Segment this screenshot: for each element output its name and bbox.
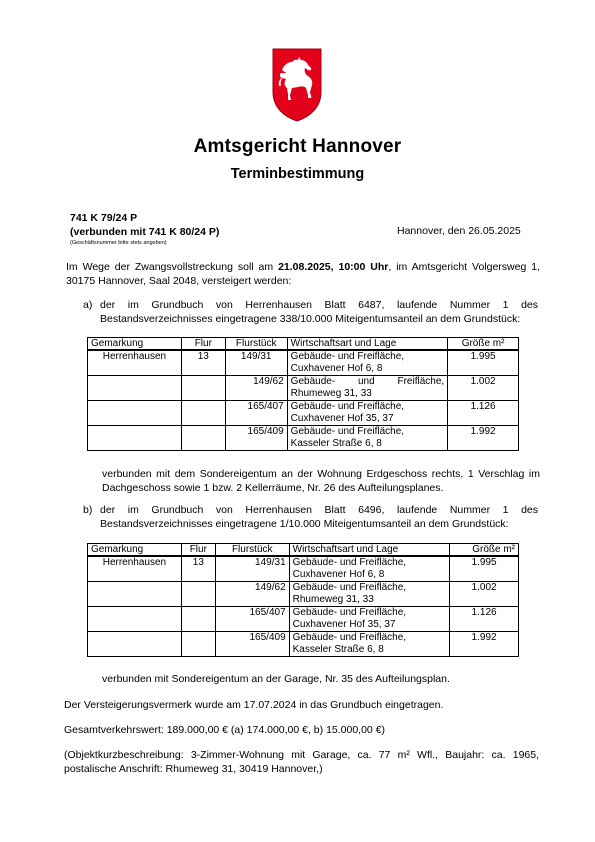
cell-art-type: Gebäude- und Freifläche, bbox=[292, 632, 407, 643]
table-row bbox=[88, 350, 519, 376]
cell-flur bbox=[181, 426, 225, 451]
cell-wirtschaftsart bbox=[289, 607, 450, 632]
cell-groesse: 1.995 bbox=[448, 350, 519, 376]
item-a-label: a) bbox=[83, 299, 93, 311]
item-b-special-ownership: verbunden mit Sondereigentum an der Garage, Nr. 35 des Aufteilungsplan. bbox=[102, 673, 450, 685]
item-a-line2: Bestandsverzeichnisses eingetragene 338/10.000 Miteigentumsanteil an dem Grundstück: bbox=[100, 313, 521, 325]
column-header-flurstueck: Flurstück bbox=[225, 338, 287, 351]
cell-flurstueck: 165/407 bbox=[215, 607, 289, 632]
object-description-line1: (Objektkurzbeschreibung: 3-Zimmer-Wohnung mit Garage, ca. 77 m² Wfl., Baujahr: ca. 1965, bbox=[64, 749, 539, 761]
table-row bbox=[88, 376, 519, 401]
cell-groesse: 1.995 bbox=[450, 556, 519, 582]
cell-art-location: Kasseler Straße 6, 8 bbox=[290, 438, 382, 449]
cell-flur: 13 bbox=[181, 350, 225, 376]
cell-flurstueck: 149/31 bbox=[215, 556, 289, 582]
cell-gemarkung bbox=[88, 426, 182, 451]
place-and-date: Hannover, den 26.05.2025 bbox=[397, 225, 521, 237]
table-row bbox=[88, 632, 519, 657]
cell-wirtschaftsart bbox=[289, 556, 450, 582]
auction-datetime: 21.08.2025, 10:00 Uhr bbox=[278, 261, 389, 273]
cell-gemarkung bbox=[88, 632, 182, 657]
cell-gemarkung bbox=[88, 607, 182, 632]
column-header-groesse: Größe m² bbox=[450, 544, 519, 557]
linked-case-number: (verbunden mit 741 K 80/24 P) bbox=[70, 226, 220, 238]
cell-groesse: 1.992 bbox=[450, 632, 519, 657]
cell-wirtschaftsart bbox=[287, 401, 448, 426]
table-row bbox=[88, 582, 519, 607]
item-b-line2: Bestandsverzeichnisses eingetragene 1/10.000 Miteigentumsanteil an dem Grundstück: bbox=[100, 518, 509, 530]
cell-wirtschaftsart bbox=[287, 426, 448, 451]
cell-art-location: Cuxhavener Hof 6, 8 bbox=[290, 363, 383, 374]
cell-art-location: Kasseler Straße 6, 8 bbox=[292, 644, 384, 655]
cell-wirtschaftsart bbox=[289, 632, 450, 657]
cell-art-location: Cuxhavener Hof 35, 37 bbox=[292, 619, 396, 630]
document-title: Terminbestimmung bbox=[230, 166, 365, 182]
table-row bbox=[88, 401, 519, 426]
property-item-b bbox=[83, 503, 539, 531]
column-header-flur: Flur bbox=[181, 544, 215, 557]
cell-gemarkung: Herrenhausen bbox=[88, 350, 182, 376]
item-a-special-ownership: verbunden mit dem Sondereigentum an der Wohnung Erdgeschoss rechts, 1 Verschlag im Dachgeschoss sowie 1 bzw. 2 Kellerräume, Nr. 26 des Aufteilungsplanes. bbox=[102, 468, 540, 494]
item-b-label: b) bbox=[83, 504, 93, 516]
auction-intro bbox=[66, 260, 540, 288]
column-header-gemarkung: Gemarkung bbox=[88, 338, 182, 351]
table-row bbox=[88, 607, 519, 632]
cell-art-location: Cuxhavener Hof 6, 8 bbox=[292, 569, 385, 580]
market-value: Gesamtverkehrswert: 189.000,00 € (a) 174.000,00 €, b) 15.000,00 €) bbox=[64, 724, 386, 736]
column-header-wirtschaftsart: Wirtschaftsart und Lage bbox=[289, 544, 450, 557]
cell-groesse: 1.992 bbox=[448, 426, 519, 451]
cell-flur: 13 bbox=[181, 556, 215, 582]
cell-groesse: 1.126 bbox=[450, 607, 519, 632]
table-row bbox=[88, 426, 519, 451]
cell-gemarkung bbox=[88, 401, 182, 426]
property-item-a bbox=[83, 298, 539, 326]
cell-flurstueck: 165/407 bbox=[225, 401, 287, 426]
cell-flurstueck: 149/62 bbox=[225, 376, 287, 401]
case-number-note: (Geschäftsnummer bitte stets angeben) bbox=[70, 240, 167, 246]
cell-art-type: Gebäude- und Freifläche, bbox=[292, 557, 407, 568]
cell-flur bbox=[181, 376, 225, 401]
cell-groesse: 1.002 bbox=[450, 582, 519, 607]
column-header-groesse: Größe m² bbox=[448, 338, 519, 351]
registration-note: Der Versteigerungsvermerk wurde am 17.07.2024 in das Grundbuch eingetragen. bbox=[64, 699, 444, 711]
item-a-line1: der im Grundbuch von Herrenhausen Blatt 6487, laufende Nummer 1 des bbox=[100, 299, 538, 311]
cell-flur bbox=[181, 607, 215, 632]
item-b-line1: der im Grundbuch von Herrenhausen Blatt 6496, laufende Nummer 1 des bbox=[100, 504, 538, 516]
cell-wirtschaftsart bbox=[287, 376, 448, 401]
plots-table-b bbox=[87, 543, 519, 657]
cell-gemarkung: Herrenhausen bbox=[88, 556, 182, 582]
lower-saxony-coat-of-arms-icon bbox=[272, 48, 322, 122]
column-header-gemarkung: Gemarkung bbox=[88, 544, 182, 557]
cell-art-type: Gebäude- und Freifläche, bbox=[290, 351, 405, 362]
cell-groesse: 1.126 bbox=[448, 401, 519, 426]
cell-gemarkung bbox=[88, 376, 182, 401]
cell-art-type: Gebäude- und Freifläche, bbox=[290, 376, 445, 387]
table-row bbox=[88, 556, 519, 582]
table-header-row bbox=[88, 338, 519, 351]
cell-art-location: Cuxhavener Hof 35, 37 bbox=[290, 413, 394, 424]
column-header-flur: Flur bbox=[181, 338, 225, 351]
object-description bbox=[64, 748, 539, 776]
cell-flur bbox=[181, 582, 215, 607]
court-name: Amtsgericht Hannover bbox=[193, 136, 402, 157]
cell-flurstueck: 165/409 bbox=[215, 632, 289, 657]
column-header-flurstueck: Flurstück bbox=[215, 544, 289, 557]
object-description-line2: postalische Anschrift: Rhumeweg 31, 30419 Hannover,) bbox=[64, 763, 323, 775]
case-number: 741 K 79/24 P bbox=[70, 212, 138, 224]
cell-art-location: Rhumeweg 31, 33 bbox=[290, 388, 372, 399]
cell-flurstueck: 149/31 bbox=[225, 350, 287, 376]
cell-art-type: Gebäude- und Freifläche, bbox=[292, 607, 407, 618]
cell-art-type: Gebäude- und Freifläche, bbox=[290, 426, 405, 437]
plots-table-a bbox=[87, 337, 519, 451]
cell-wirtschaftsart bbox=[287, 350, 448, 376]
column-header-wirtschaftsart: Wirtschaftsart und Lage bbox=[287, 338, 448, 351]
cell-flurstueck: 149/62 bbox=[215, 582, 289, 607]
intro-text-start: Im Wege der Zwangsvollstreckung soll am bbox=[66, 261, 279, 273]
cell-art-location: Rhumeweg 31, 33 bbox=[292, 594, 374, 605]
cell-gemarkung bbox=[88, 582, 182, 607]
cell-groesse: 1.002 bbox=[448, 376, 519, 401]
item-a-description bbox=[100, 298, 538, 326]
table-header-row bbox=[88, 544, 519, 557]
item-b-description bbox=[100, 503, 538, 531]
cell-flurstueck: 165/409 bbox=[225, 426, 287, 451]
cell-art-type: Gebäude- und Freifläche, bbox=[290, 401, 405, 412]
cell-wirtschaftsart bbox=[289, 582, 450, 607]
cell-flur bbox=[181, 632, 215, 657]
cell-art-type: Gebäude- und Freifläche, bbox=[292, 582, 407, 593]
cell-flur bbox=[181, 401, 225, 426]
intro-text-end: , im Amtsgericht Volgersweg 1, 30175 Hannover, Saal 2048, versteigert werden: bbox=[66, 261, 540, 287]
